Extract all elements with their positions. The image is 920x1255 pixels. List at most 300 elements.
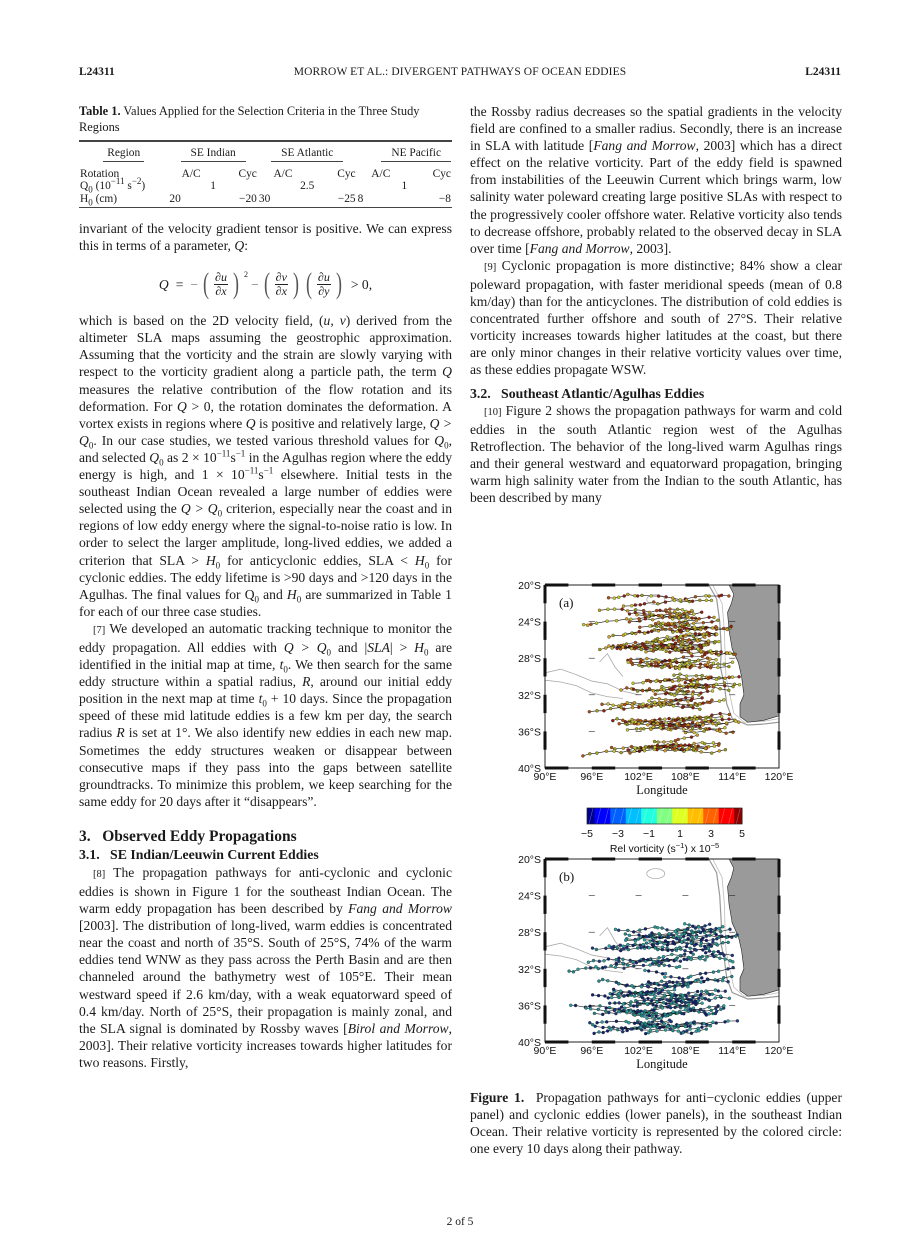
eddy-position-dot (645, 650, 648, 653)
eddy-position-dot (691, 925, 694, 928)
eddy-position-dot (707, 720, 710, 723)
eddy-position-dot (683, 958, 686, 961)
eddy-position-dot (645, 935, 648, 938)
eddy-position-dot (727, 595, 730, 598)
eddy-position-dot (675, 937, 678, 940)
eddy-position-dot (697, 926, 700, 929)
eddy-position-dot (704, 747, 707, 750)
frame-segment (685, 1041, 708, 1044)
eddy-position-dot (676, 1003, 679, 1006)
eddy-position-dot (639, 719, 642, 722)
eddy-position-dot (677, 1030, 680, 1033)
eddy-position-dot (676, 608, 679, 611)
frame-segment (639, 584, 662, 587)
eddy-position-dot (685, 599, 688, 602)
eddy-position-dot (695, 943, 698, 946)
colorbar-tick-label: 1 (677, 828, 683, 840)
eddy-position-dot (644, 927, 647, 930)
longitude-tick-label: 90°E (533, 1045, 557, 1057)
frame-segment (592, 1041, 615, 1044)
eddy-position-dot (652, 960, 655, 963)
eddy-position-dot (646, 723, 649, 726)
eddy-position-dot (629, 1010, 632, 1013)
eddy-position-dot (704, 947, 707, 950)
eddy-position-dot (669, 985, 672, 988)
eddy-position-dot (708, 616, 711, 619)
eddy-position-dot (617, 982, 620, 985)
frame-segment (732, 858, 755, 861)
frame-segment (545, 584, 568, 587)
eddy-position-dot (663, 688, 666, 691)
frame-segment (544, 896, 547, 914)
eddy-position-dot (665, 691, 668, 694)
eddy-position-dot (716, 979, 719, 982)
eddy-position-dot (626, 943, 629, 946)
eddy-position-dot (677, 679, 680, 682)
eddy-position-dot (675, 742, 678, 745)
eddy-position-dot (631, 720, 634, 723)
eddy-position-dot (686, 748, 689, 751)
eddy-position-dot (633, 701, 636, 704)
eddy-position-dot (662, 724, 665, 727)
eddy-position-dot (680, 678, 683, 681)
frame-segment (544, 969, 547, 987)
eddy-position-dot (670, 720, 673, 723)
table-cell: A/C (273, 167, 293, 180)
eddy-position-dot (715, 633, 718, 636)
eddy-position-dot (638, 630, 641, 633)
eddy-position-dot (688, 638, 691, 641)
x-axis-label: Longitude (636, 783, 688, 797)
eddy-position-dot (657, 661, 660, 664)
paragraph-8: [8] The propagation pathways for anti-cyclonic and cyclonic eddies is shown in Figure 1 for the southeast Indian Ocean. The warm eddy propagation has been described by Fang and Morrow [2003]. The distribution of long-lived, warm eddies is concentrated near the coast and north of 35°S. South of 25°S, 74% of the warm eddies tend WNW as they pass across the Perth Basin and are then channeled around the bathymetry west of 105°E. Their mean westward speed if 2.6 km/day, with a weak equatorward speed of 0.4 km/day. North of 25°S, their propagation is mainly zonal, and the SLA signal is dominated by Rossby waves [Birol and Morrow, 2003]. Their relative vorticity increases towards higher latitudes for two reasons. Firstly, (79, 864, 453, 1070)
table-header-region: Region (79, 141, 168, 164)
eddy-position-dot (700, 1026, 703, 1029)
eddy-position-dot (702, 702, 705, 705)
eddy-position-dot (703, 1022, 706, 1025)
eddy-position-dot (704, 958, 707, 961)
eddy-position-dot (724, 1020, 727, 1023)
eddy-position-dot (593, 1012, 596, 1015)
eddy-position-dot (721, 925, 724, 928)
eddy-position-dot (719, 995, 722, 998)
page-number: 2 of 5 (446, 1216, 474, 1228)
eddy-position-dot (599, 1004, 602, 1007)
eddy-position-dot (647, 679, 650, 682)
eddy-position-dot (610, 746, 613, 749)
eddy-position-dot (697, 694, 700, 697)
paragraph-9: [9] Cyclonic propagation is more distinctive; 84% show a clear poleward propagation, with faster meridional speeds (mean of 0.8 km/day) than for the anticyclones. The distribution of cold eddies is concentrated further offshore and south of 27°S. Their relative vorticity increases towards higher latitudes at the coast, but there are only minor changes in their relative vorticity values over time, as these eddies propagate WSW. (470, 257, 842, 378)
eddy-position-dot (654, 926, 657, 929)
eddy-position-dot (693, 1021, 696, 1024)
eddy-position-dot (734, 653, 737, 656)
eddy-position-dot (672, 1010, 675, 1013)
eddy-position-dot (633, 750, 636, 753)
eddy-position-dot (719, 712, 722, 715)
eddy-position-dot (653, 1024, 656, 1027)
longitude-tick-label: 96°E (580, 771, 604, 783)
eddy-position-dot (727, 1020, 730, 1023)
eddy-position-dot (660, 685, 663, 688)
latitude-tick-label: 40°S (518, 1037, 541, 1049)
eddy-position-dot (698, 708, 701, 711)
eddy-position-dot (692, 1001, 695, 1004)
eddy-position-dot (660, 1020, 663, 1023)
frame-segment (685, 767, 708, 770)
eddy-position-dot (588, 752, 591, 755)
eddy-position-dot (606, 979, 609, 982)
latitude-tick-label: 40°S (518, 763, 541, 775)
eddy-position-dot (679, 954, 682, 957)
eddy-position-dot (574, 1004, 577, 1007)
eddy-position-dot (619, 990, 622, 993)
eddy-position-dot (654, 664, 657, 667)
eddy-position-dot (710, 699, 713, 702)
eddy-position-dot (626, 1029, 629, 1032)
eddy-position-dot (569, 1004, 572, 1007)
eddy-position-dot (630, 661, 633, 664)
eddy-position-dot (689, 947, 692, 950)
eddy-position-dot (673, 747, 676, 750)
eddy-position-dot (719, 687, 722, 690)
eddy-position-dot (705, 651, 708, 654)
eddy-position-dot (709, 717, 712, 720)
eddy-position-dot (626, 984, 629, 987)
eddy-position-dot (641, 996, 644, 999)
eddy-position-dot (646, 641, 649, 644)
eddy-position-dot (718, 927, 721, 930)
eddy-position-dot (656, 1000, 659, 1003)
eddy-position-dot (714, 625, 717, 628)
eddy-position-dot (621, 608, 624, 611)
eddy-position-dot (686, 686, 689, 689)
eddy-position-dot (662, 741, 665, 744)
eddy-position-dot (687, 726, 690, 729)
eddy-position-dot (608, 635, 611, 638)
eddy-position-dot (668, 616, 671, 619)
eddy-position-dot (701, 626, 704, 629)
eddy-position-dot (626, 964, 629, 967)
eddy-position-dot (653, 1018, 656, 1021)
eddy-position-dot (721, 952, 724, 955)
eddy-position-dot (630, 647, 633, 650)
eddy-position-dot (728, 713, 731, 716)
eddy-position-dot (716, 729, 719, 732)
eddy-position-dot (663, 964, 666, 967)
eddy-position-dot (626, 728, 629, 731)
eddy-position-dot (639, 727, 642, 730)
eddy-position-dot (660, 980, 663, 983)
eddy-position-dot (604, 1010, 607, 1013)
eddy-position-dot (699, 1008, 702, 1011)
eddy-position-dot (683, 929, 686, 932)
eddy-position-dot (630, 632, 633, 635)
figure-1-svg (505, 576, 825, 1076)
eddy-position-dot (648, 611, 651, 614)
eddy-position-dot (625, 617, 628, 620)
longitude-tick-label: 108°E (671, 1045, 700, 1057)
eddy-position-dot (657, 992, 660, 995)
eddy-position-dot (661, 927, 664, 930)
eddy-position-dot (687, 976, 690, 979)
eddy-position-dot (642, 609, 645, 612)
table-cell-label: $H_0$ (cm) (79, 193, 168, 208)
eddy-position-dot (657, 595, 660, 598)
eddy-position-dot (653, 997, 656, 1000)
eddy-position-dot (623, 1007, 626, 1010)
eddy-position-dot (679, 630, 682, 633)
eddy-position-dot (690, 942, 693, 945)
eddy-position-dot (712, 1021, 715, 1024)
frame-segment (685, 584, 708, 587)
eddy-position-dot (646, 985, 649, 988)
eddy-position-dot (668, 612, 671, 615)
eddy-position-dot (664, 628, 667, 631)
eddy-position-dot (593, 1032, 596, 1035)
eddy-position-dot (665, 650, 668, 653)
eddy-position-dot (588, 1021, 591, 1024)
frame-segment (545, 767, 568, 770)
eddy-position-dot (700, 611, 703, 614)
frame-segment (778, 695, 781, 713)
eddy-position-dot (680, 651, 683, 654)
eddy-position-dot (699, 628, 702, 631)
figure-1-caption (470, 1089, 846, 1157)
eddy-position-dot (679, 960, 682, 963)
eddy-position-dot (622, 747, 625, 750)
eddy-position-dot (664, 1013, 667, 1016)
eddy-position-dot (655, 658, 658, 661)
eddy-position-dot (629, 959, 632, 962)
eddy-position-dot (718, 595, 721, 598)
eddy-position-dot (679, 598, 682, 601)
eddy-position-dot (582, 623, 585, 626)
eddy-position-dot (602, 709, 605, 712)
eddy-position-dot (664, 678, 667, 681)
eddy-position-dot (700, 650, 703, 653)
eddy-position-dot (657, 960, 660, 963)
eddy-position-dot (654, 661, 657, 664)
eddy-position-dot (637, 706, 640, 709)
eddy-position-dot (721, 718, 724, 721)
eddy-position-dot (704, 997, 707, 1000)
eddy-position-dot (656, 926, 659, 929)
eddy-position-dot (706, 701, 709, 704)
eddy-position-dot (677, 1024, 680, 1027)
header-article-id-right: L24311 (805, 66, 841, 78)
frame-segment (544, 859, 547, 877)
eddy-position-dot (639, 991, 642, 994)
eddy-position-dot (701, 655, 704, 658)
eddy-position-dot (666, 743, 669, 746)
eddy-position-dot (689, 951, 692, 954)
eddy-position-dot (700, 942, 703, 945)
eddy-position-dot (705, 633, 708, 636)
eddy-position-dot (704, 924, 707, 927)
eddy-position-dot (721, 941, 724, 944)
eddy-position-dot (704, 972, 707, 975)
eddy-position-dot (660, 961, 663, 964)
eddy-position-dot (657, 741, 660, 744)
eddy-position-dot (587, 961, 590, 964)
eddy-position-dot (676, 630, 679, 633)
frame-segment (639, 858, 662, 861)
eddy-position-dot (687, 992, 690, 995)
eddy-position-dot (666, 663, 669, 666)
eddy-position-dot (705, 687, 708, 690)
table-row (79, 193, 452, 208)
eddy-position-dot (625, 686, 628, 689)
eddy-position-dot (661, 972, 664, 975)
eddy-position-dot (685, 675, 688, 678)
eddy-position-dot (677, 928, 680, 931)
eddy-position-dot (702, 621, 705, 624)
eddy-position-dot (682, 719, 685, 722)
table-cell: 2.5 (300, 180, 315, 192)
eddy-position-dot (679, 699, 682, 702)
eddy-position-dot (658, 956, 661, 959)
eddy-position-dot (694, 632, 697, 635)
eddy-position-dot (727, 941, 730, 944)
eddy-position-dot (725, 936, 728, 939)
eddy-position-dot (630, 1000, 633, 1003)
eddy-position-dot (667, 622, 670, 625)
eddy-position-dot (643, 938, 646, 941)
eddy-position-dot (645, 1017, 648, 1020)
eddy-position-dot (648, 687, 651, 690)
eddy-position-dot (663, 718, 666, 721)
eddy-position-dot (717, 936, 720, 939)
eddy-position-dot (634, 720, 637, 723)
eddy-position-dot (632, 930, 635, 933)
eddy-position-dot (706, 690, 709, 693)
eddy-position-dot (684, 949, 687, 952)
longitude-tick-label: 96°E (580, 1045, 604, 1057)
eddy-position-dot (692, 938, 695, 941)
eddy-position-dot (654, 990, 657, 993)
eddy-position-dot (612, 634, 615, 637)
eddy-position-dot (681, 608, 684, 611)
eddy-position-dot (656, 942, 659, 945)
eddy-position-dot (648, 699, 651, 702)
eddy-position-dot (719, 1008, 722, 1011)
eddy-position-dot (652, 689, 655, 692)
eddy-position-dot (686, 615, 689, 618)
eddy-position-dot (597, 980, 600, 983)
eddy-position-dot (684, 635, 687, 638)
eddy-position-dot (671, 981, 674, 984)
eddy-position-dot (701, 696, 704, 699)
eddy-position-dot (705, 939, 708, 942)
eddy-position-dot (632, 644, 635, 647)
table-header-se-indian: SE Indian (168, 141, 257, 164)
eddy-position-dot (673, 988, 676, 991)
eddy-position-dot (675, 947, 678, 950)
eddy-position-dot (722, 627, 725, 630)
eddy-position-dot (603, 995, 606, 998)
eddy-position-dot (718, 749, 721, 752)
eddy-position-dot (734, 935, 737, 938)
eddy-position-dot (656, 689, 659, 692)
eddy-position-dot (643, 999, 646, 1002)
eddy-position-dot (627, 661, 630, 664)
eddy-position-dot (591, 993, 594, 996)
frame-segment (592, 858, 615, 861)
eddy-position-dot (664, 639, 667, 642)
eddy-position-dot (677, 738, 680, 741)
eddy-position-dot (705, 594, 708, 597)
eddy-position-dot (711, 690, 714, 693)
table-row (79, 180, 452, 193)
eddy-position-dot (643, 969, 646, 972)
equation-q: Q = − ( $\frac{\partial u}{\partial x}$ ) 2 − ( $\frac{\partial v}{\partial x}$ ) ( $\frac{\partial u}{\partial y}$ ) > 0, (158, 267, 373, 301)
eddy-position-dot (691, 600, 694, 603)
eddy-position-dot (690, 1032, 693, 1035)
eddy-position-dot (623, 967, 626, 970)
eddy-position-dot (696, 640, 699, 643)
eddy-position-dot (701, 1002, 704, 1005)
eddy-position-dot (712, 951, 715, 954)
eddy-position-dot (737, 721, 740, 724)
eddy-position-dot (670, 953, 673, 956)
eddy-position-dot (648, 625, 651, 628)
latitude-tick-label: 28°S (518, 653, 541, 666)
eddy-position-dot (659, 705, 662, 708)
eddy-position-dot (686, 629, 689, 632)
eddy-position-dot (671, 994, 674, 997)
eddy-position-dot (632, 682, 635, 685)
eddy-position-dot (642, 747, 645, 750)
eddy-position-dot (677, 983, 680, 986)
eddy-position-dot (695, 949, 698, 952)
eddy-position-dot (670, 740, 673, 743)
eddy-position-dot (692, 622, 695, 625)
frame-segment (778, 859, 781, 877)
eddy-position-dot (717, 744, 720, 747)
eddy-position-dot (638, 929, 641, 932)
eddy-position-dot (692, 635, 695, 638)
eddy-position-dot (684, 1025, 687, 1028)
eddy-position-dot (625, 1020, 628, 1023)
eddy-position-dot (666, 635, 669, 638)
eddy-position-dot (668, 964, 671, 967)
eddy-position-dot (690, 609, 693, 612)
eddy-position-dot (663, 976, 666, 979)
eddy-position-dot (715, 658, 718, 661)
eddy-position-dot (626, 1010, 629, 1013)
eddy-position-dot (693, 731, 696, 734)
eddy-position-dot (723, 726, 726, 729)
eddy-position-dot (643, 632, 646, 635)
eddy-position-dot (612, 988, 615, 991)
eddy-position-dot (649, 934, 652, 937)
eddy-position-dot (650, 594, 653, 597)
eddy-position-dot (683, 737, 686, 740)
eddy-position-dot (702, 723, 705, 726)
eddy-position-dot (638, 626, 641, 629)
eddy-position-dot (736, 1019, 739, 1022)
eddy-position-dot (671, 1029, 674, 1032)
eddy-position-dot (672, 940, 675, 943)
eddy-position-dot (666, 1025, 669, 1028)
eddy-position-dot (669, 688, 672, 691)
eddy-position-dot (655, 609, 658, 612)
eddy-position-dot (696, 990, 699, 993)
eddy-position-dot (679, 673, 682, 676)
eddy-position-dot (662, 955, 665, 958)
eddy-position-dot (676, 722, 679, 725)
table-cell: A/C (371, 167, 391, 180)
